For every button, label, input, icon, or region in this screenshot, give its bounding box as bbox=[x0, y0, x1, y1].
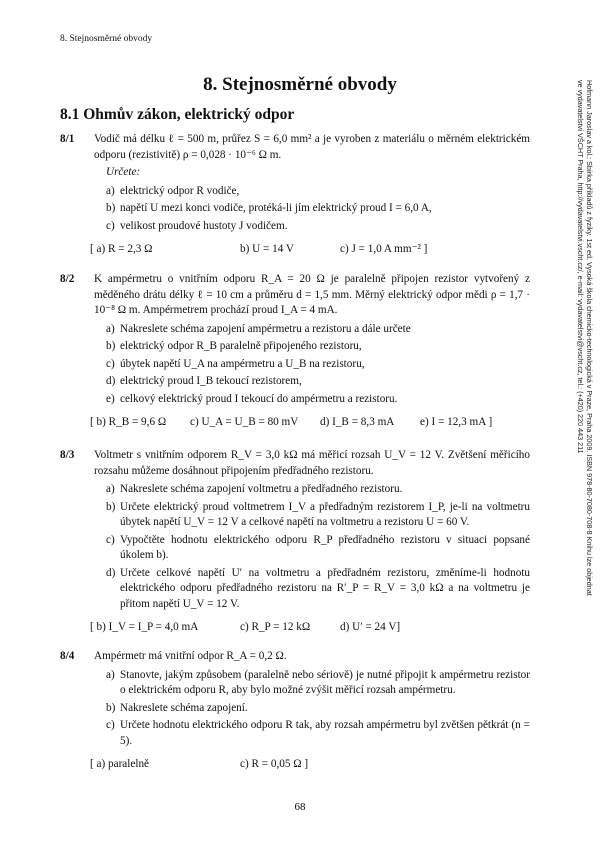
problem-text: K ampérmetru o vnitřním odporu R_A = 20 Ω je paralelně připojen rezistor vytvořený z měděného drátu délky ℓ = 10 cm a průměru d = 1,5 mm. Měrný elektrický odpor mědi ρ = 1,7 · 10⁻⁸ Ω m. Ampérmetrem prochází proud I_A = 4 mA. bbox=[94, 273, 530, 316]
problem-number: 8/3 bbox=[60, 449, 75, 461]
task-item: e) celkový elektrický proud I tekoucí do ampérmetru a rezistoru. bbox=[106, 392, 398, 405]
task-item: b) Určete elektrický proud voltmetrem I_V a předřadným rezistorem I_P, je-li na voltmetru úbytek napětí U_V = 12 V a celkové napětí na voltmetru a rezistoru U = 60 V. bbox=[106, 500, 530, 528]
problem-text: Vodič má délku ℓ = 500 m, průřez S = 6,0 mm² a je vyroben z materiálu o měrném elektrickém odporu (rezistivitě) ρ = 0,028 · 10⁻⁶ Ω m. bbox=[94, 133, 530, 161]
task-item: a) Nakreslete schéma zapojení ampérmetru a rezistoru a dále určete bbox=[106, 322, 411, 335]
task-item: c) Určete hodnotu elektrického odporu R tak, aby rozsah ampérmetru byl zvětšen pětkrát (n = 5). bbox=[106, 719, 530, 747]
task-item: b) elektrický odpor R_B paralelně připojeného rezistoru, bbox=[106, 340, 362, 352]
task-item: a) Nakreslete schéma zapojení voltmetru a předřadného rezistoru. bbox=[106, 483, 403, 495]
answers: [ a) paralelně c) R = 0,05 Ω ] bbox=[90, 758, 309, 770]
task-item: c) úbytek napětí U_A na ampérmetru a U_B na rezistoru, bbox=[106, 357, 365, 370]
problem-text: Voltmetr s vnitřním odporem R_V = 3,0 kΩ má měřicí rozsah U_V = 12 V. Zvětšení měřicího rozsahu můžeme dosáhnout připojením předřadného rezistoru. bbox=[94, 449, 530, 477]
task-item: d) Určete celkové napětí U′ na voltmetru a předřadném rezistoru, změníme-li hodnotu elektrického odporu předřadného rezistoru na R′_P = R_V = 3,0 kΩ a na voltmetru je přitom napětí U_V = 12 V. bbox=[106, 566, 530, 610]
task-item: c) velikost proudové hustoty J vodičem. bbox=[106, 219, 288, 232]
problem-lead: Určete: bbox=[106, 166, 141, 178]
citation-sidebar bbox=[560, 80, 594, 600]
problem-8-4 bbox=[60, 649, 530, 773]
task-item: b) napětí U mezi konci vodiče, protéká-li jím elektrický proud I = 6,0 A, bbox=[106, 202, 432, 214]
task-item: b) Nakreslete schéma zapojení. bbox=[106, 701, 248, 714]
running-head: 8. Stejnosměrné obvody bbox=[60, 34, 153, 44]
page-number: 68 bbox=[294, 801, 306, 813]
problem-8-2 bbox=[60, 272, 530, 431]
section-title: 8.1 Ohmův zákon, elektrický odpor bbox=[60, 106, 295, 123]
answers: [ b) I_V = I_P = 4,0 mA c) R_P = 12 kΩ d) U′ = 24 V] bbox=[90, 621, 401, 633]
answers: [ b) R_B = 9,6 Ω c) U_A = U_B = 80 mV d) I_B = 8,3 mA e) I = 12,3 mA ] bbox=[90, 416, 493, 428]
task-list bbox=[106, 184, 530, 235]
chapter-title: 8. Stejnosměrné obvody bbox=[203, 74, 397, 95]
task-item: d) elektrický proud I_B tekoucí rezistorem, bbox=[106, 375, 302, 387]
citation-text: Hofmann Jaroslav a kol.: Sbírka příkladů z fyziky. 1st ed. Vysoká škola chemicko-technologická v Praze, Praha 2009. ISBN 978-80-7080-708-8 Knihu lze objednat ve vydavatelství VŠCHT Praha, http://vydavatelstvi.vscht.cz/, e-mail: vydavatelstvi@vscht.cz, tel.: (+420) 220 443 211 bbox=[576, 80, 594, 596]
answers: [ a) R = 2,3 Ω b) U = 14 V c) J = 1,0 A mm⁻² ] bbox=[90, 243, 428, 255]
task-list bbox=[106, 322, 530, 408]
problem-number: 8/1 bbox=[60, 133, 75, 145]
task-item: a) elektrický odpor R vodiče, bbox=[106, 184, 240, 197]
problem-8-1 bbox=[60, 132, 530, 258]
task-item: c) Vypočtěte hodnotu elektrického odporu R_P předřadného rezistoru v situaci popsané úkolem b). bbox=[106, 533, 530, 561]
task-item: a) Stanovte, jakým způsobem (paralelně nebo sériově) je nutné připojit k ampérmetru rezistor o elektrickém odporu R, aby bylo možné zvýšit měřicí rozsah ampérmetru. bbox=[106, 668, 530, 696]
task-list bbox=[106, 668, 530, 750]
problem-number: 8/2 bbox=[60, 273, 75, 285]
problem-text: Ampérmetr má vnitřní odpor R_A = 0,2 Ω. bbox=[94, 650, 287, 662]
problem-8-3 bbox=[60, 448, 530, 636]
task-list bbox=[106, 482, 530, 612]
problem-number: 8/4 bbox=[60, 650, 75, 662]
